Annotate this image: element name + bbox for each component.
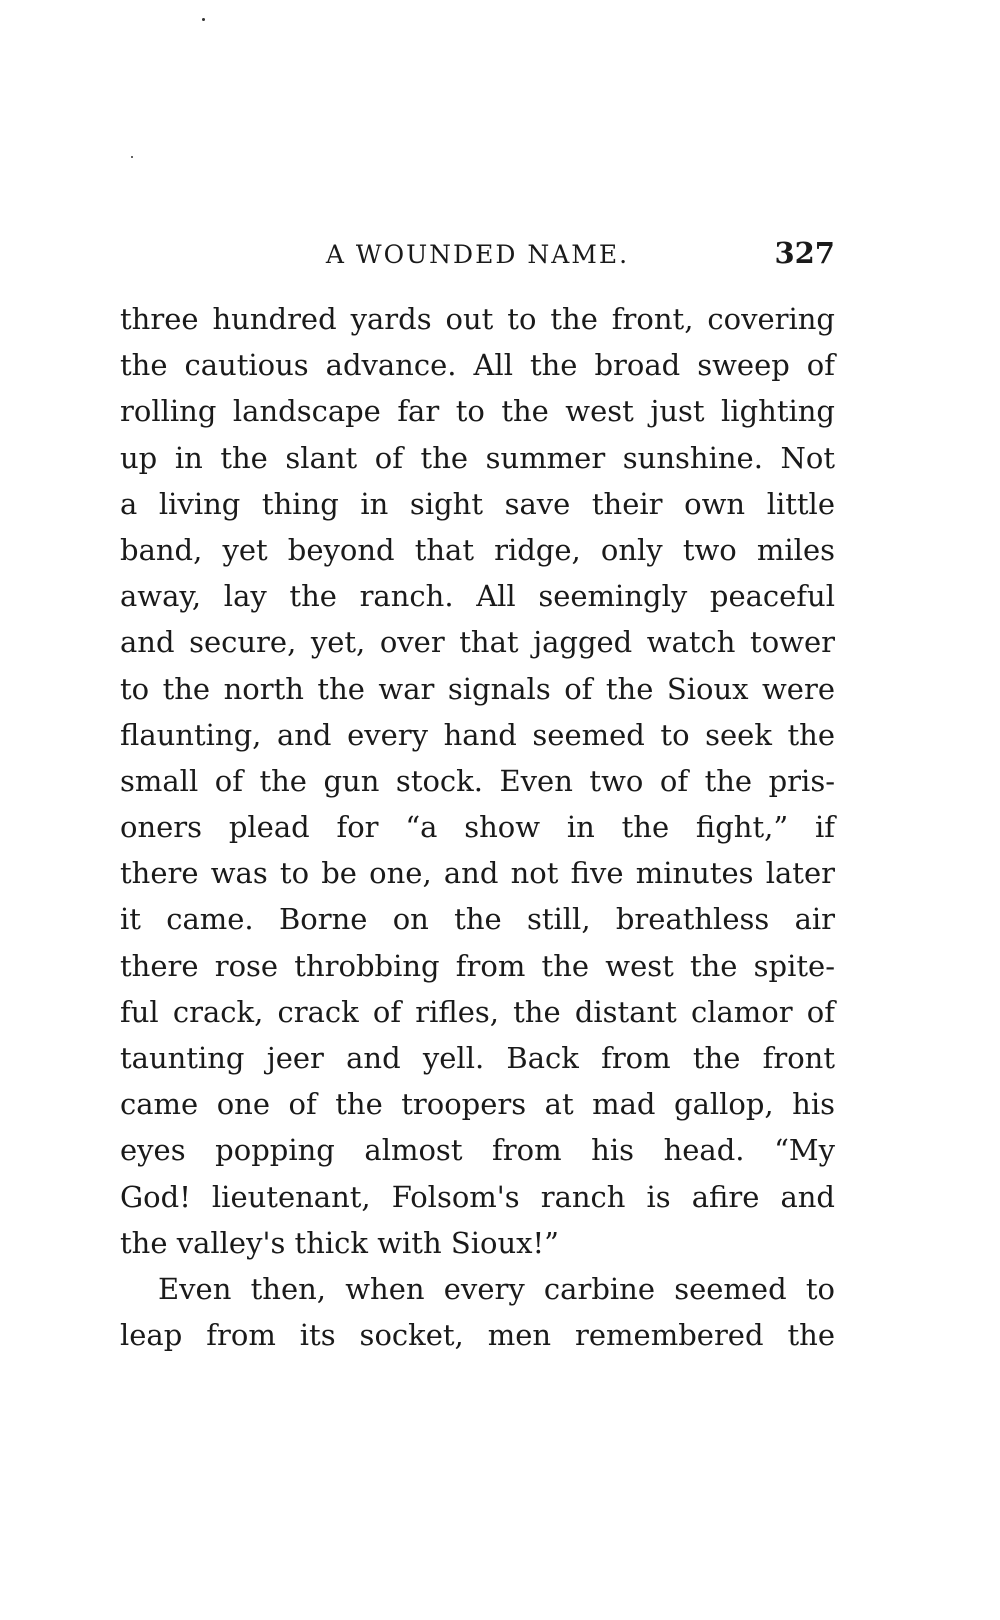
paragraph-start-line: Even then, when every carbine seemed to: [158, 1271, 835, 1306]
text-line: it came. Borne on the still, breathless air: [120, 902, 835, 937]
text-line: oners plead for “a show in the fight,” if: [120, 810, 835, 845]
body-text: [120, 296, 835, 1358]
text-line: small of the gun stock. Even two of the pris-: [120, 763, 835, 798]
text-line: leap from its socket, men remembered the: [120, 1318, 835, 1353]
text-line: there rose throbbing from the west the spite-: [120, 948, 835, 983]
text-line: ful crack, crack of rifles, the distant clamor of: [120, 994, 835, 1029]
text-line: three hundred yards out to the front, covering: [120, 302, 835, 336]
text-line: the cautious advance. All the broad sweep of: [120, 348, 835, 383]
text-line: away, lay the ranch. All seemingly peaceful: [120, 579, 835, 614]
text-line: band, yet beyond that ridge, only two miles: [120, 532, 835, 567]
text-line: came one of the troopers at mad gallop, his: [120, 1087, 835, 1122]
print-speck: [202, 18, 205, 21]
print-speck: [131, 156, 133, 158]
text-line: and secure, yet, over that jagged watch tower: [120, 625, 835, 660]
text-line: rolling landscape far to the west just lighting: [120, 394, 835, 429]
text-line: there was to be one, and not five minutes later: [120, 856, 835, 891]
text-line: up in the slant of the summer sunshine. Not: [120, 440, 835, 475]
text-line: flaunting, and every hand seemed to seek the: [120, 717, 835, 752]
paragraph-end-line: the valley's thick with Sioux!”: [120, 1225, 559, 1260]
text-line: a living thing in sight save their own little: [120, 486, 835, 521]
text-line: taunting jeer and yell. Back from the front: [120, 1041, 835, 1075]
text-line: eyes popping almost from his head. “My: [120, 1133, 835, 1168]
text-line: God! lieutenant, Folsom's ranch is afire and: [120, 1179, 835, 1214]
running-head: [120, 236, 835, 276]
running-title: A WOUNDED NAME.: [325, 240, 630, 269]
page-number: 327: [774, 236, 835, 270]
text-line: to the north the war signals of the Sioux were: [120, 671, 835, 706]
